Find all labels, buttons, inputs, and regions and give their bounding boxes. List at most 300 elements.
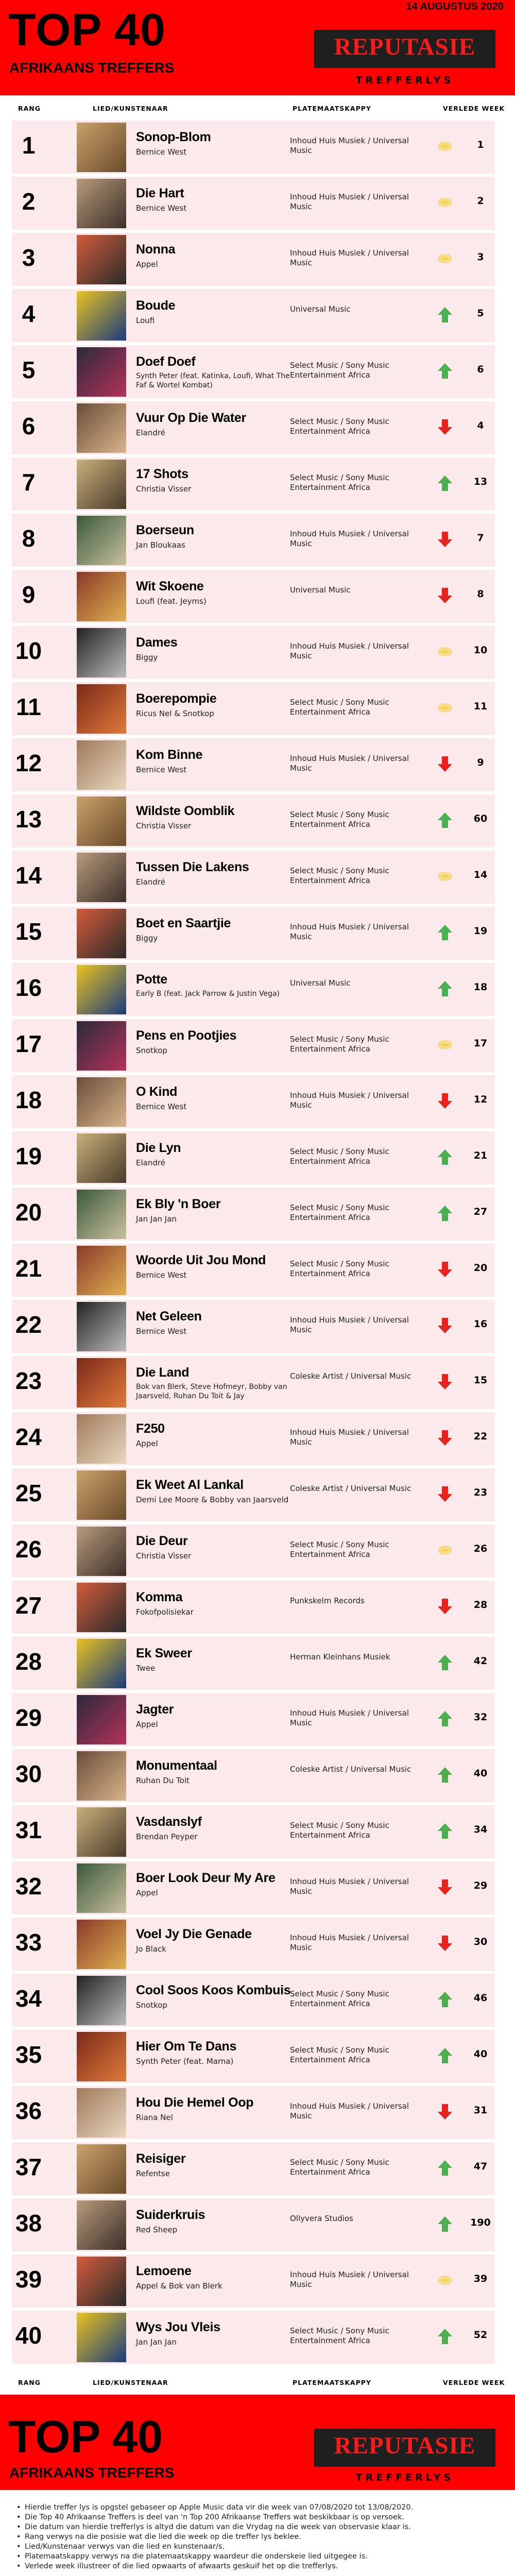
song-title: Voel Jy Die Genade bbox=[136, 1927, 252, 1941]
rank-number: 7 bbox=[22, 469, 36, 496]
album-cover-image bbox=[77, 740, 126, 790]
song-title: Komma bbox=[136, 1590, 183, 1604]
rank-number: 25 bbox=[15, 1480, 42, 1506]
chart-row bbox=[12, 1019, 495, 1072]
rank-number: 3 bbox=[22, 244, 36, 271]
brand-name: REPUTASIE bbox=[334, 33, 476, 60]
artist-name: Snotkop bbox=[136, 2001, 167, 2010]
red-down-arrow-icon bbox=[436, 1935, 454, 1952]
artist-name: Jan Jan Jan bbox=[136, 1214, 177, 1224]
rank-number: 15 bbox=[15, 918, 42, 945]
chart-row bbox=[12, 289, 495, 342]
chart-row bbox=[12, 1075, 495, 1128]
artist-name: Ricus Nel & Snotkop bbox=[136, 709, 214, 718]
chart-row bbox=[12, 1861, 495, 1914]
footnotes bbox=[15, 2503, 500, 2571]
rank-number: 36 bbox=[15, 2097, 42, 2124]
song-title: 17 Shots bbox=[136, 467, 188, 481]
footnote-item: • Verlede week illustreer of die lied opwaarts of afwaarts geskuif het op die trefferlys. bbox=[15, 2562, 500, 2571]
artist-name: Jo Black bbox=[136, 1944, 166, 1954]
chart-row bbox=[12, 1693, 495, 1746]
album-cover-image bbox=[77, 1920, 126, 1969]
song-title: Woorde Uit Jou Mond bbox=[136, 1253, 266, 1267]
last-week-position: 14 bbox=[473, 869, 488, 880]
last-week-position: 3 bbox=[477, 251, 484, 263]
song-title: Dames bbox=[136, 635, 178, 650]
record-label: Universal Music bbox=[290, 978, 351, 988]
song-title: Vasdanslyf bbox=[136, 1815, 202, 1829]
rank-number: 35 bbox=[15, 2041, 42, 2068]
chart-row bbox=[12, 1637, 495, 1690]
yellow-no-change-icon bbox=[436, 2272, 454, 2289]
last-week-position: 21 bbox=[473, 1150, 488, 1161]
rank-number: 6 bbox=[22, 413, 36, 439]
album-cover-image bbox=[77, 572, 126, 621]
record-label: Inhoud Huis Musiek / Universal Music bbox=[290, 754, 409, 773]
album-cover-image bbox=[77, 291, 126, 341]
record-label: Inhoud Huis Musiek / Universal Music bbox=[290, 1933, 409, 1952]
footer-brand-tagline: TREFFERLYS bbox=[355, 2472, 454, 2483]
rank-number: 27 bbox=[15, 1592, 42, 1619]
green-up-arrow-icon bbox=[436, 1148, 454, 1166]
column-header-last-week: VERLEDE WEEK bbox=[443, 105, 505, 112]
artist-name: Biggy bbox=[136, 653, 158, 662]
record-label: Inhoud Huis Musiek / Universal Music bbox=[290, 248, 409, 267]
record-label: Herman Kleinhans Musiek bbox=[290, 1652, 390, 1662]
rank-number: 24 bbox=[15, 1423, 42, 1450]
record-label: Inhoud Huis Musiek / Universal Music bbox=[290, 922, 409, 941]
song-title: Pens en Pootjies bbox=[136, 1028, 237, 1043]
album-cover-image bbox=[77, 684, 126, 734]
song-title: Ek Weet Al Lankal bbox=[136, 1478, 244, 1492]
record-label: Select Music / Sony Music Entertainment Africa bbox=[290, 810, 389, 829]
chart-row bbox=[12, 570, 495, 623]
record-label: Inhoud Huis Musiek / Universal Music bbox=[290, 192, 409, 211]
rank-number: 37 bbox=[15, 2154, 42, 2180]
last-week-position: 32 bbox=[473, 1711, 488, 1723]
brand-tagline: TREFFERLYS bbox=[355, 75, 454, 86]
chart-row bbox=[12, 2255, 495, 2308]
last-week-position: 28 bbox=[473, 1599, 488, 1611]
green-up-arrow-icon bbox=[436, 2215, 454, 2233]
rank-number: 22 bbox=[15, 1311, 42, 1338]
chart-row bbox=[12, 2198, 495, 2251]
last-week-position: 9 bbox=[477, 757, 484, 768]
red-down-arrow-icon bbox=[436, 755, 454, 773]
chart-row bbox=[12, 1188, 495, 1241]
yellow-no-change-icon bbox=[436, 643, 454, 660]
rank-number: 33 bbox=[15, 1929, 42, 1956]
chart-row bbox=[12, 1749, 495, 1802]
red-down-arrow-icon bbox=[436, 587, 454, 604]
record-label: Inhoud Huis Musiek / Universal Music bbox=[290, 136, 409, 155]
rank-number: 21 bbox=[15, 1255, 42, 1282]
artist-name: Refentse bbox=[136, 2169, 170, 2178]
record-label: Select Music / Sony Music Entertainment Africa bbox=[290, 698, 389, 717]
rank-number: 26 bbox=[15, 1536, 42, 1563]
last-week-position: 17 bbox=[473, 1038, 488, 1049]
green-up-arrow-icon bbox=[436, 306, 454, 324]
album-cover-image bbox=[77, 1470, 126, 1520]
footer-title: TOP 40 bbox=[8, 2411, 163, 2462]
record-label: Inhoud Huis Musiek / Universal Music bbox=[290, 1091, 409, 1110]
song-title: Net Geleen bbox=[136, 1309, 202, 1324]
song-title: Ek Sweer bbox=[136, 1646, 192, 1660]
album-cover-image bbox=[77, 1133, 126, 1183]
artist-name: Twee bbox=[136, 1664, 156, 1673]
album-cover-image bbox=[77, 853, 126, 902]
last-week-position: 34 bbox=[473, 1824, 488, 1835]
song-title: Potte bbox=[136, 972, 168, 987]
album-cover-image bbox=[77, 1695, 126, 1744]
album-cover-image bbox=[77, 796, 126, 846]
chart-row bbox=[12, 907, 495, 960]
footnote-item: • Die Top 40 Afrikaanse Treffers is deel van 'n Top 200 Afrikaanse Treffers wat beskikbaar is op versoek. bbox=[15, 2513, 500, 2522]
rank-number: 11 bbox=[16, 693, 41, 720]
album-cover-image bbox=[77, 179, 126, 228]
artist-name: Biggy bbox=[136, 934, 158, 943]
last-week-position: 40 bbox=[473, 1768, 488, 1779]
footer-brand-name: REPUTASIE bbox=[334, 2432, 476, 2459]
record-label: Ollyvera Studios bbox=[290, 2214, 353, 2223]
footnote-item: • Die datum van hierdie trefferlys is altyd die datum van die Vrydag na die week van observasie klaar is. bbox=[15, 2522, 500, 2532]
red-down-arrow-icon bbox=[436, 1092, 454, 1110]
artist-name: Christia Visser bbox=[136, 1551, 192, 1561]
green-up-arrow-icon bbox=[436, 1766, 454, 1784]
song-title: Cool Soos Koos Kombuis bbox=[136, 1983, 291, 1997]
chart-title: TOP 40 bbox=[8, 4, 166, 55]
record-label: Coleske Artist / Universal Music bbox=[290, 1765, 411, 1774]
album-cover-image bbox=[77, 1302, 126, 1351]
album-cover-image bbox=[77, 965, 126, 1014]
artist-name: Synth Peter (feat. Katinka, Loufi, What The Faf & Wortel Kombat) bbox=[136, 372, 290, 389]
song-title: Hier Om Te Dans bbox=[136, 2039, 237, 2054]
red-down-arrow-icon bbox=[436, 1429, 454, 1447]
column-header-song: LIED/KUNSTENAAR bbox=[93, 105, 168, 112]
chart-row bbox=[12, 457, 495, 511]
record-label: Universal Music bbox=[290, 304, 351, 314]
yellow-no-change-icon bbox=[436, 138, 454, 155]
song-title: Die Deur bbox=[136, 1534, 188, 1548]
chart-row bbox=[12, 1131, 495, 1184]
last-week-position: 29 bbox=[473, 1880, 488, 1891]
green-up-arrow-icon bbox=[436, 2328, 454, 2345]
chart-row bbox=[12, 1524, 495, 1578]
song-title: Boerseun bbox=[136, 523, 194, 537]
last-week-position: 6 bbox=[477, 364, 484, 375]
song-title: Monumentaal bbox=[136, 1758, 217, 1773]
last-week-position: 15 bbox=[473, 1375, 488, 1386]
red-down-arrow-icon bbox=[436, 1317, 454, 1334]
green-up-arrow-icon bbox=[436, 1991, 454, 2008]
last-week-position: 46 bbox=[473, 1992, 488, 2004]
artist-name: Bernice West bbox=[136, 204, 187, 213]
album-cover-image bbox=[77, 1863, 126, 1913]
song-title: Hou Die Hemel Oop bbox=[136, 2095, 254, 2110]
red-down-arrow-icon bbox=[436, 1485, 454, 1503]
song-title: Reisiger bbox=[136, 2151, 186, 2166]
chart-row bbox=[12, 1412, 495, 1465]
artist-name: Bernice West bbox=[136, 1102, 187, 1111]
album-cover-image bbox=[77, 1021, 126, 1071]
rank-number: 34 bbox=[15, 1985, 42, 2012]
last-week-position: 39 bbox=[473, 2273, 488, 2284]
rank-number: 17 bbox=[15, 1030, 42, 1057]
yellow-no-change-icon bbox=[436, 1036, 454, 1054]
header-banner bbox=[0, 0, 515, 95]
album-cover-image bbox=[77, 1527, 126, 1576]
song-title: Sonop-Blom bbox=[136, 130, 211, 144]
record-label: Select Music / Sony Music Entertainment Africa bbox=[290, 1989, 389, 2008]
last-week-position: 40 bbox=[473, 2048, 488, 2060]
album-cover-image bbox=[77, 123, 126, 172]
red-down-arrow-icon bbox=[436, 418, 454, 436]
album-cover-image bbox=[77, 2313, 126, 2362]
rank-number: 8 bbox=[22, 525, 36, 552]
last-week-position: 19 bbox=[473, 925, 488, 937]
album-cover-image bbox=[77, 460, 126, 509]
footer-subtitle: AFRIKAANS TREFFERS bbox=[9, 2465, 175, 2481]
last-week-position: 27 bbox=[473, 1206, 488, 1217]
last-week-position: 22 bbox=[473, 1431, 488, 1442]
red-down-arrow-icon bbox=[436, 1878, 454, 1896]
column-header-last-week: VERLEDE WEEK bbox=[443, 2379, 505, 2386]
artist-name: Christia Visser bbox=[136, 484, 192, 494]
record-label: Select Music / Sony Music Entertainment Africa bbox=[290, 2326, 389, 2345]
artist-name: Fokofpolisiekar bbox=[136, 1607, 194, 1617]
album-cover-image bbox=[77, 2257, 126, 2306]
last-week-position: 11 bbox=[473, 701, 488, 712]
song-title: Boet en Saartjie bbox=[136, 916, 231, 930]
last-week-position: 1 bbox=[477, 139, 484, 150]
green-up-arrow-icon bbox=[436, 362, 454, 380]
album-cover-image bbox=[77, 2088, 126, 2138]
record-label: Select Music / Sony Music Entertainment Africa bbox=[290, 2045, 389, 2064]
rank-number: 38 bbox=[15, 2210, 42, 2236]
song-title: O Kind bbox=[136, 1084, 178, 1099]
red-down-arrow-icon bbox=[436, 1261, 454, 1278]
artist-name: Bernice West bbox=[136, 765, 187, 774]
song-title: Boer Look Deur My Are bbox=[136, 1871, 276, 1885]
rank-number: 23 bbox=[15, 1367, 42, 1394]
song-title: Wys Jou Vleis bbox=[136, 2320, 220, 2334]
album-cover-image bbox=[77, 2200, 126, 2250]
rank-number: 18 bbox=[15, 1087, 42, 1113]
chart-row bbox=[12, 2086, 495, 2139]
record-label: Inhoud Huis Musiek / Universal Music bbox=[290, 529, 409, 548]
last-week-position: 52 bbox=[473, 2329, 488, 2341]
record-label: Select Music / Sony Music Entertainment Africa bbox=[290, 1821, 389, 1840]
rank-number: 29 bbox=[15, 1704, 42, 1731]
record-label: Select Music / Sony Music Entertainment Africa bbox=[290, 473, 389, 492]
green-up-arrow-icon bbox=[436, 924, 454, 941]
rank-number: 14 bbox=[15, 862, 42, 889]
last-week-position: 20 bbox=[473, 1262, 488, 1274]
last-week-position: 18 bbox=[473, 981, 488, 993]
red-down-arrow-icon bbox=[436, 2103, 454, 2121]
last-week-position: 7 bbox=[477, 532, 484, 544]
record-label: Select Music / Sony Music Entertainment Africa bbox=[290, 1259, 389, 1278]
column-header-song: LIED/KUNSTENAAR bbox=[93, 2379, 168, 2386]
rank-number: 4 bbox=[22, 300, 36, 327]
green-up-arrow-icon bbox=[436, 1654, 454, 1671]
rank-number: 12 bbox=[15, 750, 42, 776]
chart-row bbox=[12, 2311, 495, 2364]
red-down-arrow-icon bbox=[436, 1598, 454, 1615]
last-week-position: 31 bbox=[473, 2105, 488, 2116]
last-week-position: 47 bbox=[473, 2161, 488, 2172]
chart-row bbox=[12, 1244, 495, 1297]
artist-name: Appel bbox=[136, 1888, 158, 1897]
red-down-arrow-icon bbox=[436, 531, 454, 548]
last-week-position: 23 bbox=[473, 1487, 488, 1498]
artist-name: Ruhan Du Toit bbox=[136, 1776, 190, 1785]
album-cover-image bbox=[77, 1807, 126, 1857]
record-label: Select Music / Sony Music Entertainment Africa bbox=[290, 1147, 389, 1166]
artist-name: Jan Bloukaas bbox=[136, 540, 185, 550]
last-week-position: 16 bbox=[473, 1318, 488, 1330]
album-cover-image bbox=[77, 1639, 126, 1688]
song-title: Vuur Op Die Water bbox=[136, 411, 246, 425]
album-cover-image bbox=[77, 1583, 126, 1632]
song-title: Wildste Oomblik bbox=[136, 804, 235, 818]
artist-name: Bernice West bbox=[136, 1270, 187, 1280]
green-up-arrow-icon bbox=[436, 980, 454, 997]
column-headers-bottom bbox=[0, 2370, 515, 2394]
chart-row bbox=[12, 1300, 495, 1353]
last-week-position: 12 bbox=[473, 1094, 488, 1105]
chart-row bbox=[12, 1356, 495, 1409]
last-week-position: 30 bbox=[473, 1936, 488, 1947]
rank-number: 20 bbox=[15, 1199, 42, 1226]
song-title: Die Land bbox=[136, 1365, 190, 1380]
rank-number: 39 bbox=[15, 2266, 42, 2293]
song-title: Suiderkruis bbox=[136, 2208, 205, 2222]
rank-number: 32 bbox=[15, 1873, 42, 1900]
album-cover-image bbox=[77, 1751, 126, 1801]
last-week-position: 8 bbox=[477, 588, 484, 600]
song-title: F250 bbox=[136, 1421, 165, 1436]
record-label: Inhoud Huis Musiek / Universal Music bbox=[290, 1428, 409, 1447]
artist-name: Jan Jan Jan bbox=[136, 2337, 177, 2347]
green-up-arrow-icon bbox=[436, 1710, 454, 1727]
rank-number: 10 bbox=[15, 637, 42, 664]
rank-number: 1 bbox=[22, 132, 36, 159]
chart-row bbox=[12, 1468, 495, 1521]
last-week-position: 60 bbox=[473, 813, 488, 824]
artist-name: Bernice West bbox=[136, 147, 187, 157]
album-cover-image bbox=[77, 1190, 126, 1239]
yellow-no-change-icon bbox=[436, 194, 454, 211]
chart-row bbox=[12, 514, 495, 567]
rank-number: 31 bbox=[15, 1817, 42, 1843]
yellow-no-change-icon bbox=[436, 1541, 454, 1559]
album-cover-image bbox=[77, 516, 126, 565]
artist-name: Appel & Bok van Blerk bbox=[136, 2281, 222, 2291]
green-up-arrow-icon bbox=[436, 1822, 454, 1840]
artist-name: Loufi (feat. Jeyms) bbox=[136, 597, 207, 606]
album-cover-image bbox=[77, 2032, 126, 2081]
record-label: Coleske Artist / Universal Music bbox=[290, 1484, 411, 1493]
record-label: Select Music / Sony Music Entertainment Africa bbox=[290, 361, 389, 380]
album-cover-image bbox=[77, 403, 126, 453]
green-up-arrow-icon bbox=[436, 474, 454, 492]
chart-row bbox=[12, 1918, 495, 1971]
last-week-position: 10 bbox=[473, 645, 488, 656]
rank-number: 40 bbox=[15, 2322, 42, 2349]
column-header-label: PLATEMAATSKAPPY bbox=[293, 105, 371, 112]
rank-number: 9 bbox=[22, 581, 36, 608]
song-title: Die Lyn bbox=[136, 1141, 181, 1155]
artist-name: Appel bbox=[136, 260, 158, 269]
song-title: Ek Bly 'n Boer bbox=[136, 1197, 221, 1211]
album-cover-image bbox=[77, 1414, 126, 1464]
record-label: Select Music / Sony Music Entertainment Africa bbox=[290, 417, 389, 436]
rank-number: 5 bbox=[22, 357, 36, 383]
song-title: Lemoene bbox=[136, 2264, 192, 2278]
album-cover-image bbox=[77, 2144, 126, 2194]
chart-row bbox=[12, 963, 495, 1016]
last-week-position: 5 bbox=[477, 308, 484, 319]
artist-name: Riana Nel bbox=[136, 2113, 173, 2122]
chart-row bbox=[12, 626, 495, 679]
album-cover-image bbox=[77, 628, 126, 677]
green-up-arrow-icon bbox=[436, 2159, 454, 2177]
artist-name: Elandré bbox=[136, 428, 165, 437]
green-up-arrow-icon bbox=[436, 1205, 454, 1222]
song-title: Jagter bbox=[136, 1702, 174, 1717]
artist-name: Bernice West bbox=[136, 1327, 187, 1336]
chart-row bbox=[12, 1974, 495, 2027]
last-week-position: 42 bbox=[473, 1655, 488, 1667]
record-label: Punkskelm Records bbox=[290, 1596, 365, 1605]
chart-row bbox=[12, 345, 495, 398]
last-week-position: 2 bbox=[477, 195, 484, 207]
yellow-no-change-icon bbox=[436, 868, 454, 885]
chart-row bbox=[12, 851, 495, 904]
record-label: Inhoud Huis Musiek / Universal Music bbox=[290, 1708, 409, 1727]
song-title: Kom Binne bbox=[136, 748, 203, 762]
chart-row bbox=[12, 1805, 495, 1858]
record-label: Select Music / Sony Music Entertainment Africa bbox=[290, 2158, 389, 2177]
last-week-position: 13 bbox=[473, 476, 488, 487]
artist-name: Bok van Blerk, Steve Hofmeyr, Bobby van Jaarsveld, Ruhan Du Toit & Jay bbox=[136, 1383, 287, 1400]
red-down-arrow-icon bbox=[436, 1373, 454, 1391]
record-label: Inhoud Huis Musiek / Universal Music bbox=[290, 1877, 409, 1896]
footnote-item: • Platemaatskappy verwys na die platemaatskappy waardeur die onderskeie lied uitgegee is. bbox=[15, 2552, 500, 2562]
green-up-arrow-icon bbox=[436, 2047, 454, 2064]
brand-logo bbox=[314, 30, 495, 68]
rank-number: 30 bbox=[15, 1760, 42, 1787]
chart-row bbox=[12, 177, 495, 230]
chart-row bbox=[12, 794, 495, 848]
artist-name: Elandré bbox=[136, 1158, 165, 1167]
footnote-item: • Rang verwys na die posisie wat die lied die week op die treffer lys beklee. bbox=[15, 2532, 500, 2542]
album-cover-image bbox=[77, 1976, 126, 2025]
album-cover-image bbox=[77, 1246, 126, 1295]
record-label: Inhoud Huis Musiek / Universal Music bbox=[290, 2270, 409, 2289]
artist-name: Demi Lee Moore & Bobby van Jaarsveld bbox=[136, 1495, 289, 1504]
record-label: Select Music / Sony Music Entertainment Africa bbox=[290, 1203, 389, 1222]
chart-row bbox=[12, 2030, 495, 2083]
rank-number: 2 bbox=[22, 188, 36, 215]
yellow-no-change-icon bbox=[436, 699, 454, 717]
artist-name: Appel bbox=[136, 1720, 158, 1729]
footer-banner bbox=[0, 2395, 515, 2490]
artist-name: Synth Peter (feat. Marna) bbox=[136, 2057, 234, 2066]
last-week-position: 190 bbox=[470, 2217, 491, 2228]
chart-subtitle: AFRIKAANS TREFFERS bbox=[9, 60, 175, 76]
